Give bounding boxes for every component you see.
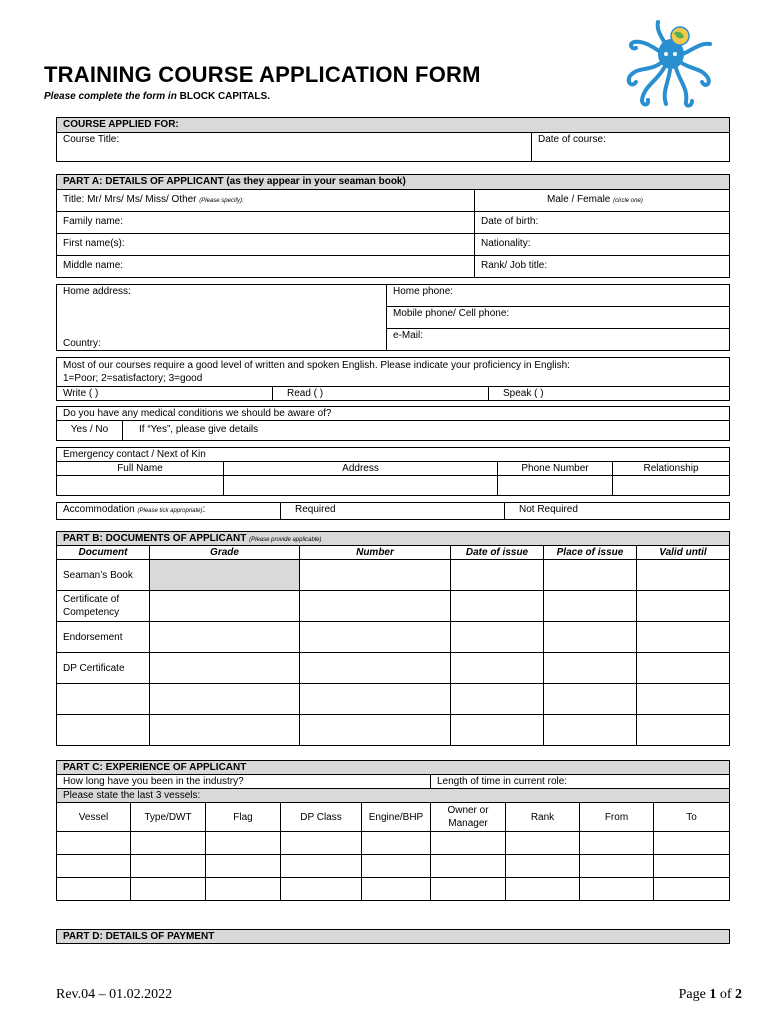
page-prefix: Page: [678, 987, 706, 1002]
pc-col-type: Type/DWT: [131, 803, 206, 832]
mobile-phone-field[interactable]: Mobile phone/ Cell phone:: [387, 307, 730, 329]
page-number: [679, 987, 742, 1003]
pc-cell[interactable]: [131, 878, 206, 901]
accommodation-not-required[interactable]: Not Required: [505, 503, 730, 520]
medical-details-field[interactable]: If “Yes”, please give details: [123, 421, 730, 441]
pb-cell[interactable]: [544, 560, 637, 591]
subtitle-tail: BLOCK CAPITALS.: [179, 91, 270, 102]
pc-col-rank: Rank: [506, 803, 580, 832]
table-row: [57, 715, 730, 746]
ec-col-address: Address: [224, 462, 498, 476]
pc-cell[interactable]: [206, 832, 281, 855]
middle-name-field[interactable]: Middle name:: [57, 256, 475, 278]
pc-cell[interactable]: [281, 878, 362, 901]
pb-cell[interactable]: [637, 653, 730, 684]
ec-phone-input[interactable]: [498, 476, 613, 496]
gender-field[interactable]: [475, 190, 730, 212]
pb-cell: [150, 560, 300, 591]
pc-cell[interactable]: [506, 878, 580, 901]
medical-table: [56, 406, 730, 441]
pb-row-label: Certificate of Competency: [57, 591, 150, 622]
ec-address-input[interactable]: [224, 476, 498, 496]
course-title-field[interactable]: Course Title:: [57, 133, 532, 162]
part-d-table: [56, 929, 730, 944]
pb-cell[interactable]: [451, 622, 544, 653]
gender-note: (circle one): [613, 198, 643, 204]
table-row: [57, 653, 730, 684]
pc-cell[interactable]: [362, 878, 431, 901]
pb-cell[interactable]: [451, 560, 544, 591]
write-field[interactable]: Write ( ): [57, 387, 273, 401]
ec-col-relationship: Relationship: [613, 462, 730, 476]
country-label: Country:: [63, 338, 101, 349]
pc-cell[interactable]: [431, 855, 506, 878]
pc-col-dp-class: DP Class: [281, 803, 362, 832]
emergency-table: [56, 447, 730, 496]
pc-cell[interactable]: [580, 832, 654, 855]
title-note: (Please specify):: [199, 198, 244, 204]
table-row: [57, 684, 730, 715]
pb-cell[interactable]: [637, 622, 730, 653]
accommodation-label: [57, 503, 281, 520]
course-heading: COURSE APPLIED FOR:: [57, 118, 730, 133]
current-role-field[interactable]: Length of time in current role:: [431, 775, 730, 789]
pc-col-owner: Owner or Manager: [431, 803, 506, 832]
pc-cell[interactable]: [654, 855, 730, 878]
ec-col-phone: Phone Number: [498, 462, 613, 476]
accommodation-required[interactable]: Required: [281, 503, 505, 520]
table-row: [57, 560, 730, 591]
pb-cell[interactable]: [300, 684, 451, 715]
subtitle-italic: Please complete the form in: [44, 91, 177, 102]
pc-col-from: From: [580, 803, 654, 832]
pb-col-grade: Grade: [150, 546, 300, 560]
pb-row-label: DP Certificate: [57, 653, 150, 684]
ec-col-fullname: Full Name: [57, 462, 224, 476]
page-subtitle: [44, 91, 270, 102]
pb-cell[interactable]: [544, 591, 637, 622]
medical-question: Do you have any medical conditions we should be aware of?: [57, 407, 730, 421]
pc-col-engine: Engine/BHP: [362, 803, 431, 832]
pb-cell[interactable]: [150, 622, 300, 653]
pb-row-label: Seaman’s Book: [57, 560, 150, 591]
accommodation-text: Accommodation: [63, 504, 135, 515]
accommodation-table: [56, 502, 730, 520]
pb-cell[interactable]: [637, 560, 730, 591]
pc-cell[interactable]: [57, 855, 131, 878]
title-label: Title: Mr/ Mrs/ Ms/ Miss/ Other: [63, 194, 197, 205]
first-names-field[interactable]: First name(s):: [57, 234, 475, 256]
page-total: 2: [735, 987, 742, 1002]
yes-no-field[interactable]: Yes / No: [57, 421, 123, 441]
pc-cell[interactable]: [362, 832, 431, 855]
email-field[interactable]: e-Mail:: [387, 329, 730, 351]
table-row: [57, 855, 730, 878]
table-row: [57, 622, 730, 653]
family-name-field[interactable]: Family name:: [57, 212, 475, 234]
pc-cell[interactable]: [206, 878, 281, 901]
pc-cell[interactable]: [654, 832, 730, 855]
pc-cell[interactable]: [506, 855, 580, 878]
pc-cell[interactable]: [431, 878, 506, 901]
pb-cell[interactable]: [637, 715, 730, 746]
english-line2: 1=Poor; 2=satisfactory; 3=good: [63, 373, 203, 384]
pc-cell[interactable]: [580, 878, 654, 901]
pb-cell[interactable]: [300, 715, 451, 746]
pb-cell[interactable]: [451, 653, 544, 684]
pb-cell[interactable]: [451, 684, 544, 715]
pb-row-label[interactable]: [57, 684, 150, 715]
pb-cell[interactable]: [300, 591, 451, 622]
pb-col-number: Number: [300, 546, 451, 560]
part-b-table: [56, 531, 730, 746]
pb-col-valid-until: Valid until: [637, 546, 730, 560]
emergency-heading: Emergency contact / Next of Kin: [57, 448, 730, 462]
industry-field[interactable]: How long have you been in the industry?: [57, 775, 431, 789]
accommodation-note: (Please tick appropriate): [137, 508, 203, 514]
pb-cell[interactable]: [150, 653, 300, 684]
revision-label: Rev.04 – 01.02.2022: [56, 987, 173, 1002]
title-field[interactable]: [57, 190, 475, 212]
pb-cell[interactable]: [300, 653, 451, 684]
read-field[interactable]: Read ( ): [273, 387, 489, 401]
gender-label: Male / Female: [547, 194, 611, 205]
pc-cell[interactable]: [57, 878, 131, 901]
pb-cell[interactable]: [637, 591, 730, 622]
octopus-globe-logo-icon: [622, 18, 718, 110]
part-a-heading: PART A: DETAILS OF APPLICANT (as they appear in your seaman book): [57, 175, 730, 190]
ec-fullname-input[interactable]: [57, 476, 224, 496]
pc-cell[interactable]: [281, 832, 362, 855]
part-b-heading-text: PART B: DOCUMENTS OF APPLICANT: [63, 533, 247, 544]
pc-col-flag: Flag: [206, 803, 281, 832]
nationality-field[interactable]: Nationality:: [475, 234, 730, 256]
pc-cell[interactable]: [281, 855, 362, 878]
pb-cell[interactable]: [150, 684, 300, 715]
part-c-heading: PART C: EXPERIENCE OF APPLICANT: [57, 761, 730, 775]
home-phone-field[interactable]: Home phone:: [387, 285, 730, 307]
course-date-field[interactable]: Date of course:: [532, 133, 730, 162]
page-of: of: [719, 987, 732, 1002]
pc-cell[interactable]: [131, 855, 206, 878]
pb-row-label[interactable]: [57, 715, 150, 746]
pc-cell[interactable]: [362, 855, 431, 878]
home-address-label: Home address:: [63, 286, 131, 297]
pb-cell[interactable]: [300, 560, 451, 591]
pb-cell[interactable]: [544, 715, 637, 746]
pb-cell[interactable]: [451, 715, 544, 746]
part-a-table: [56, 174, 730, 278]
pb-col-date-issue: Date of issue: [451, 546, 544, 560]
page-current: 1: [709, 987, 717, 1002]
part-d-heading: PART D: DETAILS OF PAYMENT: [57, 930, 730, 944]
table-row: [57, 878, 730, 901]
pb-cell[interactable]: [544, 653, 637, 684]
english-table: [56, 357, 730, 401]
pb-cell[interactable]: [544, 622, 637, 653]
english-instructions: [57, 358, 730, 387]
table-row: [57, 591, 730, 622]
pc-cell[interactable]: [580, 855, 654, 878]
pc-col-vessel: Vessel: [57, 803, 131, 832]
speak-field[interactable]: Speak ( ): [489, 387, 730, 401]
vessels-label: Please state the last 3 vessels:: [57, 789, 730, 803]
table-row: [57, 832, 730, 855]
dob-field[interactable]: Date of birth:: [475, 212, 730, 234]
pc-cell[interactable]: [131, 832, 206, 855]
ec-relationship-input[interactable]: [613, 476, 730, 496]
pc-cell[interactable]: [506, 832, 580, 855]
pb-row-label: Endorsement: [57, 622, 150, 653]
pb-col-document: Document: [57, 546, 150, 560]
pc-cell[interactable]: [206, 855, 281, 878]
address-table: [56, 284, 730, 351]
pc-cell[interactable]: [431, 832, 506, 855]
pc-col-to: To: [654, 803, 730, 832]
pc-cell[interactable]: [57, 832, 131, 855]
pb-col-place-issue: Place of issue: [544, 546, 637, 560]
pb-cell[interactable]: [451, 591, 544, 622]
accommodation-colon: :: [202, 504, 206, 515]
part-c-table: [56, 760, 730, 901]
course-table: [56, 117, 730, 162]
pb-cell[interactable]: [150, 591, 300, 622]
pb-cell[interactable]: [637, 684, 730, 715]
pb-cell[interactable]: [150, 715, 300, 746]
rank-field[interactable]: Rank/ Job title:: [475, 256, 730, 278]
part-b-heading: [57, 532, 730, 546]
home-address-field[interactable]: [57, 285, 387, 351]
part-b-heading-note: (Please provide applicable): [249, 537, 322, 543]
page-title: TRAINING COURSE APPLICATION FORM: [44, 62, 481, 87]
english-line1: Most of our courses require a good level of written and spoken English. Please indicate your proficiency in English:: [63, 360, 570, 371]
pb-cell[interactable]: [300, 622, 451, 653]
pc-cell[interactable]: [654, 878, 730, 901]
pb-cell[interactable]: [544, 684, 637, 715]
